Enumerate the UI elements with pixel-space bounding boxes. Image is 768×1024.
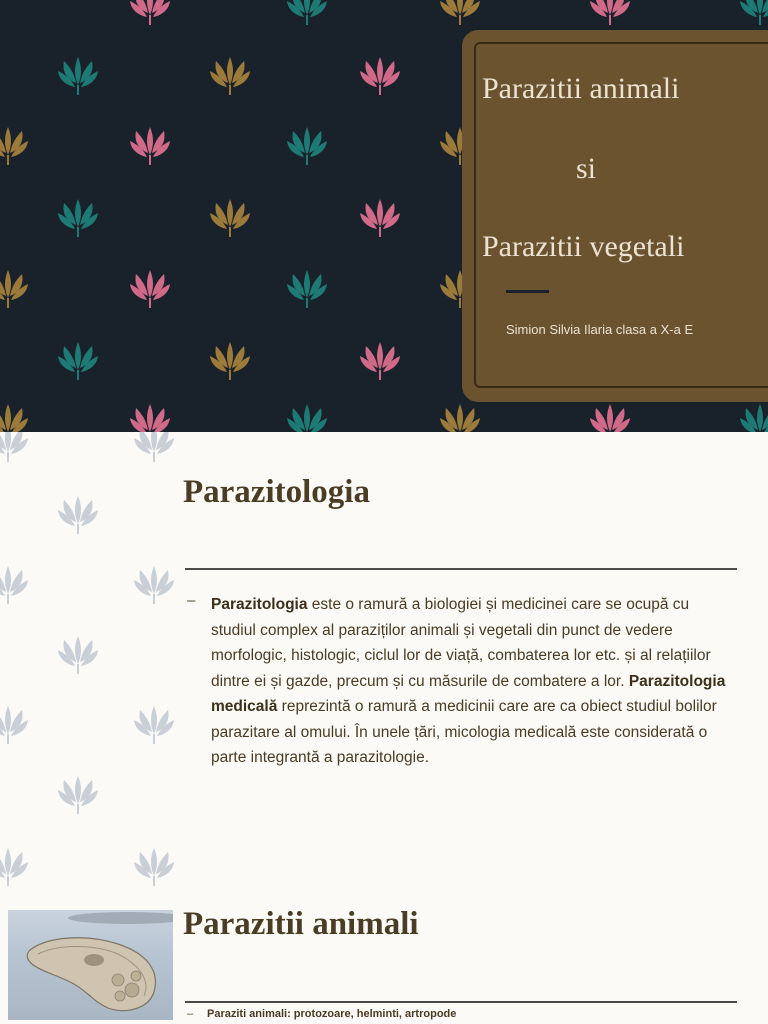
paragraph-text-1: este o ramură a biologiei și medicinei care se ocupă cu studiul complex al paraziților animali și vegetali din punct de vedere morfologic, histologic, ciclul lor de viață, combaterea lor etc. și al relațiilor dintre ei și gazde, precum și cu măsurile de combatere a lor. xyxy=(211,596,711,690)
bullet-text: Paraziti animali: protozoare, helminti, artropode xyxy=(207,1008,457,1020)
title-divider xyxy=(506,290,549,293)
title-underline xyxy=(185,568,737,570)
slide-title: Parazitii animali xyxy=(183,906,419,942)
term-parazitologia-medicala: Parazitologia medicală xyxy=(211,672,726,715)
slide-title: Parazitologia xyxy=(183,474,370,510)
title-line-2: si xyxy=(576,152,597,185)
bullet-paragraph xyxy=(211,592,731,771)
term-parazitologia: Parazitologia xyxy=(211,596,308,613)
title-slide xyxy=(0,0,768,432)
content-slide-parazitologia xyxy=(0,432,768,902)
bullet-marker: – xyxy=(187,1008,194,1020)
paragraph-text-2: reprezintă o ramură a medicinii care are ca obiect studiul bolilor parazitare al omului. În unele țări, micologia medicală este considerată o parte integrantă a parazitologie. xyxy=(211,698,717,766)
bullet-marker: – xyxy=(187,592,196,609)
leaf-pattern-light xyxy=(0,432,180,902)
title-line-3: Parazitii vegetali xyxy=(482,230,685,263)
title-line-1: Parazitii animali xyxy=(482,72,680,105)
title-underline xyxy=(185,1001,737,1003)
parasite-microscope-image xyxy=(8,910,173,1020)
author-label: Simion Silvia Ilaria clasa a X-a E xyxy=(506,322,694,337)
content-slide-parazitii-animali xyxy=(0,902,768,1024)
